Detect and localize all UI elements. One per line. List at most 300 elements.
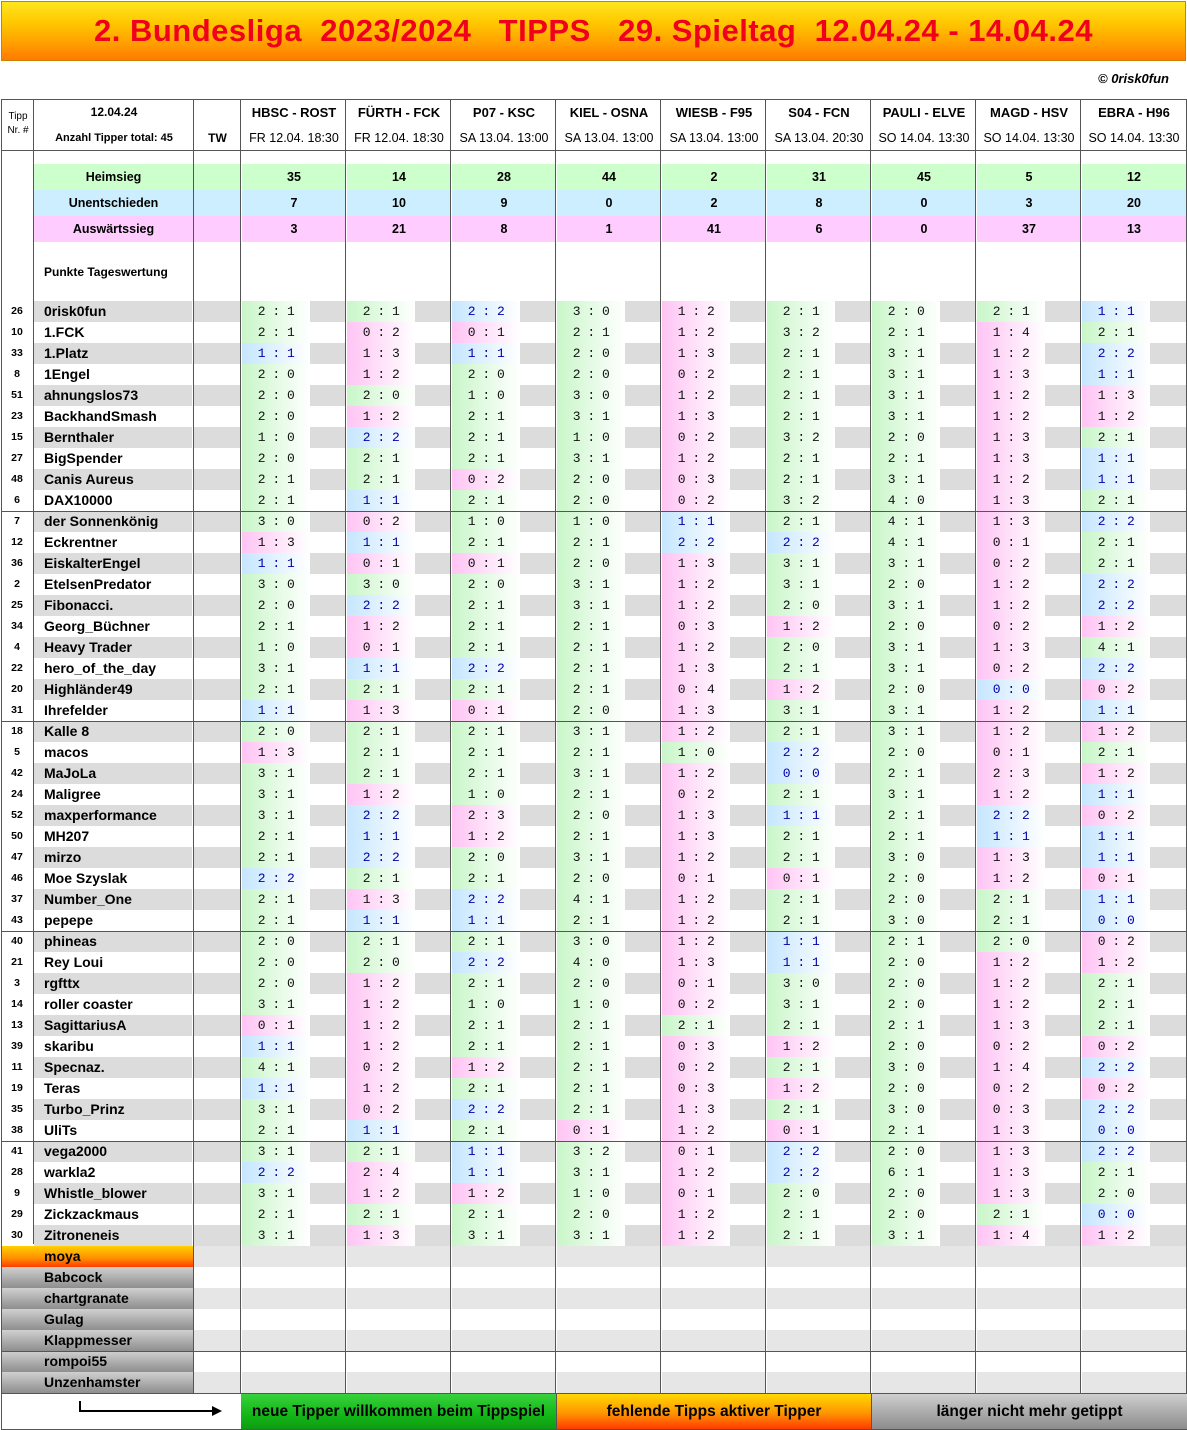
tip-value: 1 : 3 [977,427,1045,448]
stat-tw [194,216,241,242]
tip-cell [242,1288,346,1309]
tip-cell [452,1183,556,1204]
tip-value: 2 : 1 [557,1036,625,1057]
tip-value: 2 : 1 [452,448,520,469]
tipper-nr: 9 [14,1187,20,1199]
tip-cell [557,784,661,805]
tip-cell [872,301,976,322]
tipper-nr: 29 [11,1208,23,1220]
tw-cell [194,1309,241,1330]
tip-value: 1 : 1 [767,952,835,973]
tw-cell [194,616,241,637]
table-row [1,301,1187,322]
tip-cell [557,1225,661,1246]
tip-cell [872,994,976,1015]
tip-value: 2 : 1 [872,1120,940,1141]
grid-line [765,99,766,1394]
tip-cell [977,1099,1081,1120]
tip-cell [1082,427,1186,448]
tip-value: 1 : 2 [662,889,730,910]
tip-value: 2 : 1 [452,931,520,952]
tip-cell [242,931,346,952]
tipper-nr: 36 [11,557,23,569]
tip-cell [242,889,346,910]
tip-value: 1 : 1 [452,1141,520,1162]
tip-cell [662,1225,766,1246]
tip-cell [977,805,1081,826]
tip-value: 2 : 3 [452,805,520,826]
tip-value: 3 : 0 [557,931,625,952]
tip-cell [347,448,451,469]
tip-cell [767,301,871,322]
tip-value: 2 : 1 [347,448,415,469]
tip-cell [557,805,661,826]
tip-cell [1082,1078,1186,1099]
tip-cell [977,595,1081,616]
tip-cell [767,1351,871,1372]
tip-cell [347,889,451,910]
tip-cell [767,910,871,931]
tipper-nr: 41 [11,1145,23,1157]
tip-cell [767,868,871,889]
tip-value: 1 : 2 [767,679,835,700]
tip-cell [767,784,871,805]
tip-value: 2 : 1 [662,1015,730,1036]
tip-cell [767,1120,871,1141]
tip-value: 2 : 0 [872,574,940,595]
tipper-name: Bernthaler [34,427,192,448]
tip-value: 0 : 0 [1082,1204,1150,1225]
tip-value: 1 : 3 [1082,385,1150,406]
tip-cell [242,1351,346,1372]
tw-cell [194,553,241,574]
tip-value: 3 : 1 [872,637,940,658]
tw-cell [194,952,241,973]
tip-value: 1 : 3 [662,406,730,427]
tip-cell [557,1099,661,1120]
tip-cell [977,301,1081,322]
tip-value: 2 : 0 [557,364,625,385]
table-row [1,385,1187,406]
tip-value: 2 : 1 [347,763,415,784]
tip-cell [347,763,451,784]
tip-cell [872,637,976,658]
tip-cell [1082,805,1186,826]
tip-value: 2 : 1 [977,301,1045,322]
tip-value: 2 : 1 [557,322,625,343]
tip-cell [452,658,556,679]
tip-value: 4 : 1 [242,1057,310,1078]
tip-cell [242,952,346,973]
table-row [1,1267,1187,1288]
tip-value: 0 : 0 [1082,1120,1150,1141]
tip-value: 1 : 2 [662,763,730,784]
punkte-label: Punkte Tageswertung [44,265,168,279]
tip-value: 1 : 3 [977,1141,1045,1162]
tip-cell [347,595,451,616]
tw-cell [194,1330,241,1351]
tip-value: 2 : 1 [452,427,520,448]
tip-value: 2 : 1 [347,721,415,742]
tip-cell [347,1120,451,1141]
tip-cell [557,427,661,448]
tip-value: 3 : 1 [872,343,940,364]
tip-value: 2 : 1 [242,847,310,868]
table-row [1,1225,1187,1246]
tipper-nr: 50 [11,830,23,842]
tip-value: 2 : 1 [557,826,625,847]
tip-cell [347,574,451,595]
tip-value: 3 : 1 [872,406,940,427]
tip-cell [767,826,871,847]
tip-value: 3 : 2 [767,427,835,448]
tip-cell [767,973,871,994]
tip-value: 3 : 1 [872,469,940,490]
tip-cell [872,595,976,616]
tip-cell [767,511,871,532]
tip-cell [242,1015,346,1036]
tip-cell [872,532,976,553]
tip-value: 3 : 1 [872,385,940,406]
tip-cell [557,616,661,637]
tip-value: 1 : 2 [347,406,415,427]
tip-value: 0 : 3 [977,1099,1045,1120]
tip-value: 2 : 1 [767,847,835,868]
tip-value: 3 : 2 [767,322,835,343]
tipper-name: Fibonacci. [34,595,192,616]
tip-value: 2 : 0 [242,595,310,616]
tipper-nr: 30 [11,1229,23,1241]
tipper-name: Unzenhamster [2,1372,193,1393]
match-7-teams: PAULI - ELVE [882,105,966,120]
tip-value: 2 : 2 [977,805,1045,826]
tip-cell [452,721,556,742]
tip-value: 1 : 1 [767,931,835,952]
tip-value: 2 : 1 [872,805,940,826]
tipper-name: mirzo [34,847,192,868]
match-1-time: FR 12.04. 18:30 [249,131,339,145]
tip-value: 2 : 0 [557,343,625,364]
tip-value: 2 : 0 [452,847,520,868]
table-row [1,868,1187,889]
tip-value: 0 : 3 [662,1078,730,1099]
tip-value: 2 : 1 [767,343,835,364]
tip-cell [557,847,661,868]
tip-cell [347,1225,451,1246]
tip-value: 1 : 1 [347,532,415,553]
tipper-name: skaribu [44,1038,94,1054]
tw-cell [194,1183,241,1204]
tip-cell [557,469,661,490]
tw-cell [194,448,241,469]
tip-value: 2 : 1 [347,1204,415,1225]
tip-value: 2 : 2 [452,1099,520,1120]
tip-value: 1 : 2 [662,322,730,343]
tip-value: 3 : 1 [872,721,940,742]
tip-value: 1 : 1 [242,553,310,574]
tip-cell [1082,721,1186,742]
tip-cell [977,1141,1081,1162]
tip-cell [872,385,976,406]
tip-cell [662,721,766,742]
tipper-name: 1.FCK [44,324,85,340]
tw-cell [194,1267,241,1288]
tip-value: 1 : 3 [347,343,415,364]
tip-value: 2 : 0 [872,994,940,1015]
tip-value: 0 : 2 [347,1099,415,1120]
tipper-nr: 48 [11,473,23,485]
tip-cell [662,1162,766,1183]
tip-value: 2 : 1 [347,469,415,490]
tip-cell [347,742,451,763]
tip-value: 2 : 1 [242,1204,310,1225]
stat-value: 13 [1082,216,1186,242]
tip-value: 2 : 1 [767,1057,835,1078]
tip-cell [872,364,976,385]
tip-cell [767,1078,871,1099]
table-row [1,700,1187,721]
tip-cell [242,847,346,868]
tip-cell [557,1036,661,1057]
tip-value: 2 : 4 [347,1162,415,1183]
tip-value: 0 : 2 [977,1078,1045,1099]
header-date: 12.04.24 [90,105,138,119]
tip-cell [977,994,1081,1015]
tip-cell [662,973,766,994]
tip-value: 0 : 2 [1082,1036,1150,1057]
table-row [1,1351,1187,1372]
table-row [1,343,1187,364]
tip-value: 2 : 1 [347,742,415,763]
tip-cell [1082,322,1186,343]
tip-value: 2 : 0 [872,973,940,994]
tip-cell [662,1141,766,1162]
tw-cell [194,1204,241,1225]
tip-cell [872,616,976,637]
tipper-nr: 42 [11,767,23,779]
tip-value: 2 : 1 [452,616,520,637]
tip-cell [557,1162,661,1183]
tipper-nr: 46 [11,872,23,884]
tip-cell [1082,574,1186,595]
tip-value: 1 : 2 [662,595,730,616]
tip-cell [767,448,871,469]
tip-value: 2 : 1 [347,301,415,322]
tip-value: 2 : 0 [872,1183,940,1204]
tip-cell [452,1351,556,1372]
tip-value: 2 : 2 [452,889,520,910]
tip-value: 1 : 0 [452,511,520,532]
tip-value: 2 : 2 [347,847,415,868]
tip-value: 2 : 1 [557,1099,625,1120]
stat-value: 44 [557,164,661,190]
tip-value: 2 : 3 [977,763,1045,784]
tip-cell [1082,763,1186,784]
tip-cell [977,1057,1081,1078]
tip-cell [977,532,1081,553]
tip-cell [662,1288,766,1309]
tip-cell [872,1036,976,1057]
tip-cell [662,826,766,847]
stat-value: 7 [242,190,346,216]
tip-cell [767,616,871,637]
tipper-nr: 13 [11,1019,23,1031]
tip-cell [347,973,451,994]
tip-value: 1 : 2 [662,721,730,742]
tip-value: 2 : 0 [557,700,625,721]
tip-cell [347,1015,451,1036]
tip-value: 0 : 1 [347,637,415,658]
tip-value: 1 : 1 [347,910,415,931]
tip-cell [452,448,556,469]
tip-cell [347,931,451,952]
tip-cell [977,364,1081,385]
tip-cell [662,490,766,511]
tipper-nr: 47 [11,851,23,863]
tip-cell [452,427,556,448]
tip-cell [242,343,346,364]
tip-value: 2 : 0 [767,637,835,658]
tip-value: 4 : 1 [872,532,940,553]
tip-cell [452,847,556,868]
tip-cell [767,637,871,658]
tip-cell [977,1372,1081,1393]
tipper-nr: 7 [14,515,20,527]
tip-value: 2 : 1 [1082,532,1150,553]
tip-cell [242,1372,346,1393]
tip-value: 2 : 1 [452,679,520,700]
tip-cell [1082,385,1186,406]
tip-cell [242,490,346,511]
table-row [1,1309,1187,1330]
tipper-name: Canis Aureus [34,469,192,490]
tip-cell [452,1057,556,1078]
table-row [1,1078,1187,1099]
tip-cell [872,1351,976,1372]
tipper-name: BackhandSmash [44,408,157,424]
match-6-teams: S04 - FCN [788,105,850,120]
tip-cell [1082,889,1186,910]
stat-value: 20 [1082,190,1186,216]
grid-line [660,99,661,1394]
tip-value: 1 : 4 [977,1057,1045,1078]
grid-line [1,511,1187,512]
tipper-total: Anzahl Tipper total: 45 [55,132,173,144]
tip-cell [557,637,661,658]
tip-cell [767,721,871,742]
tip-cell [977,658,1081,679]
stat-value: 3 [242,216,346,242]
stat-tw [194,190,241,216]
tip-cell [662,742,766,763]
tip-cell [242,322,346,343]
table-row [1,448,1187,469]
tip-cell [662,469,766,490]
tip-cell [662,805,766,826]
tip-cell [452,364,556,385]
tip-cell [1082,1246,1186,1267]
tipper-nr: 35 [11,1103,23,1115]
tip-value: 0 : 2 [662,784,730,805]
tip-cell [557,1288,661,1309]
tip-cell [872,952,976,973]
tip-cell [242,784,346,805]
stat-value: 45 [872,164,976,190]
stat-value: 31 [767,164,871,190]
tip-cell [872,826,976,847]
tip-value: 4 : 1 [872,511,940,532]
tip-value: 1 : 1 [242,700,310,721]
tip-cell [977,1267,1081,1288]
tip-cell [452,931,556,952]
tip-cell [1082,658,1186,679]
tip-value: 3 : 1 [767,574,835,595]
tip-value: 0 : 2 [452,469,520,490]
tip-cell [242,385,346,406]
table-row [1,637,1187,658]
tip-cell [977,490,1081,511]
stat-value: 21 [347,216,451,242]
tip-value: 2 : 1 [452,1078,520,1099]
tip-value: 2 : 1 [557,532,625,553]
tip-value: 3 : 1 [872,364,940,385]
tip-value: 2 : 0 [872,427,940,448]
tw-cell [194,1120,241,1141]
tip-cell [557,1351,661,1372]
table-row [1,1015,1187,1036]
tip-cell [1082,364,1186,385]
tip-cell [662,574,766,595]
tip-value: 2 : 2 [1082,1141,1150,1162]
tip-cell [662,322,766,343]
tipper-name: Heavy Trader [34,637,192,658]
tip-value: 2 : 0 [872,952,940,973]
tip-value: 2 : 1 [977,1204,1045,1225]
tip-cell [557,322,661,343]
tip-value: 1 : 2 [1082,1225,1150,1246]
tip-cell [662,889,766,910]
tip-value: 2 : 1 [557,1015,625,1036]
tip-value: 2 : 1 [557,742,625,763]
tw-cell [194,1015,241,1036]
tipp-table [1,99,1187,1430]
tip-cell [242,448,346,469]
tip-cell [1082,1267,1186,1288]
tw-cell [194,994,241,1015]
tip-value: 0 : 1 [662,1183,730,1204]
legend-new: neue Tipper willkommen beim Tippspiel [241,1394,556,1429]
tip-cell [242,1162,346,1183]
tip-cell [872,1267,976,1288]
tip-value: 0 : 1 [1082,868,1150,889]
tip-cell [242,1204,346,1225]
tw-cell [194,1057,241,1078]
tip-cell [242,469,346,490]
table-row [1,805,1187,826]
tip-cell [767,1288,871,1309]
tip-value: 0 : 2 [347,511,415,532]
tip-cell [977,763,1081,784]
stat-value: 41 [662,216,766,242]
tip-value: 1 : 0 [662,742,730,763]
tip-cell [242,1120,346,1141]
match-1-teams: HBSC - ROST [251,105,337,120]
tip-cell [452,1246,556,1267]
tw-cell [194,658,241,679]
tip-value: 0 : 0 [767,763,835,784]
tip-value: 0 : 1 [662,973,730,994]
stat-value: 8 [452,216,556,242]
